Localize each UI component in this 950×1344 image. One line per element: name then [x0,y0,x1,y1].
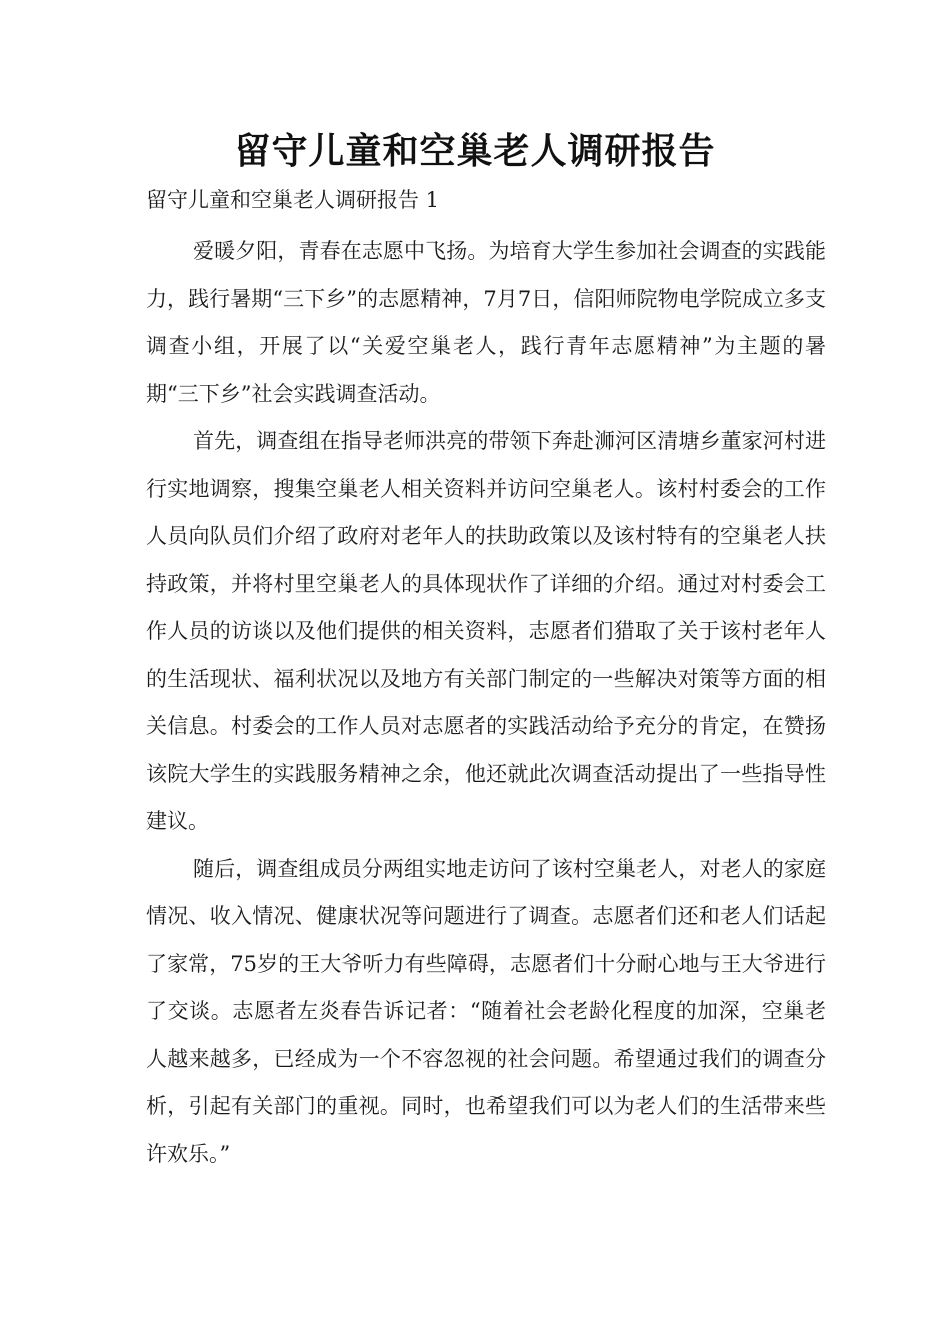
document-title: 留守儿童和空巢老人调研报告 [234,131,716,172]
document-body [146,228,826,1178]
paragraph-3: 随后，调查组成员分两组实地走访问了该村空巢老人，对老人的家庭情况、收入情况、健康状况等问题进行了调查。志愿者们还和老人们话起了家常，75岁的王大爷听力有些障碍，志愿者们十分耐心地与王大爷进行了交谈。志愿者左炎春告诉记者：“随着社会老龄化程度的加深，空巢老人越来越多，已经成为一个不容忽视的社会问题。希望通过我们的调查分析，引起有关部门的重视。同时，也希望我们可以为老人们的生活带来些许欢乐。” [146,856,826,1166]
paragraph-1: 爱暖夕阳，青春在志愿中飞扬。为培育大学生参加社会调查的实践能力，践行暑期“三下乡”的志愿精神，7月7日，信阳师院物电学院成立多支调查小组，开展了以“关爱空巢老人，践行青年志愿精神”为主题的暑期“三下乡”社会实践调查活动。 [146,239,826,406]
document-subtitle: 留守儿童和空巢老人调研报告 1 [146,188,440,212]
paragraph-2: 首先，调查组在指导老师洪亮的带领下奔赴浉河区清塘乡董家河村进行实地调察，搜集空巢老人相关资料并访问空巢老人。该村村委会的工作人员向队员们介绍了政府对老年人的扶助政策以及该村特有的空巢老人扶持政策，并将村里空巢老人的具体现状作了详细的介绍。通过对村委会工作人员的访谈以及他们提供的相关资料，志愿者们猎取了关于该村老年人的生活现状、福利状况以及地方有关部门制定的一些解决对策等方面的相关信息。村委会的工作人员对志愿者的实践活动给予充分的肯定，在赞扬该院大学生的实践服务精神之余，他还就此次调查活动提出了一些指导性建议。 [146,429,826,833]
